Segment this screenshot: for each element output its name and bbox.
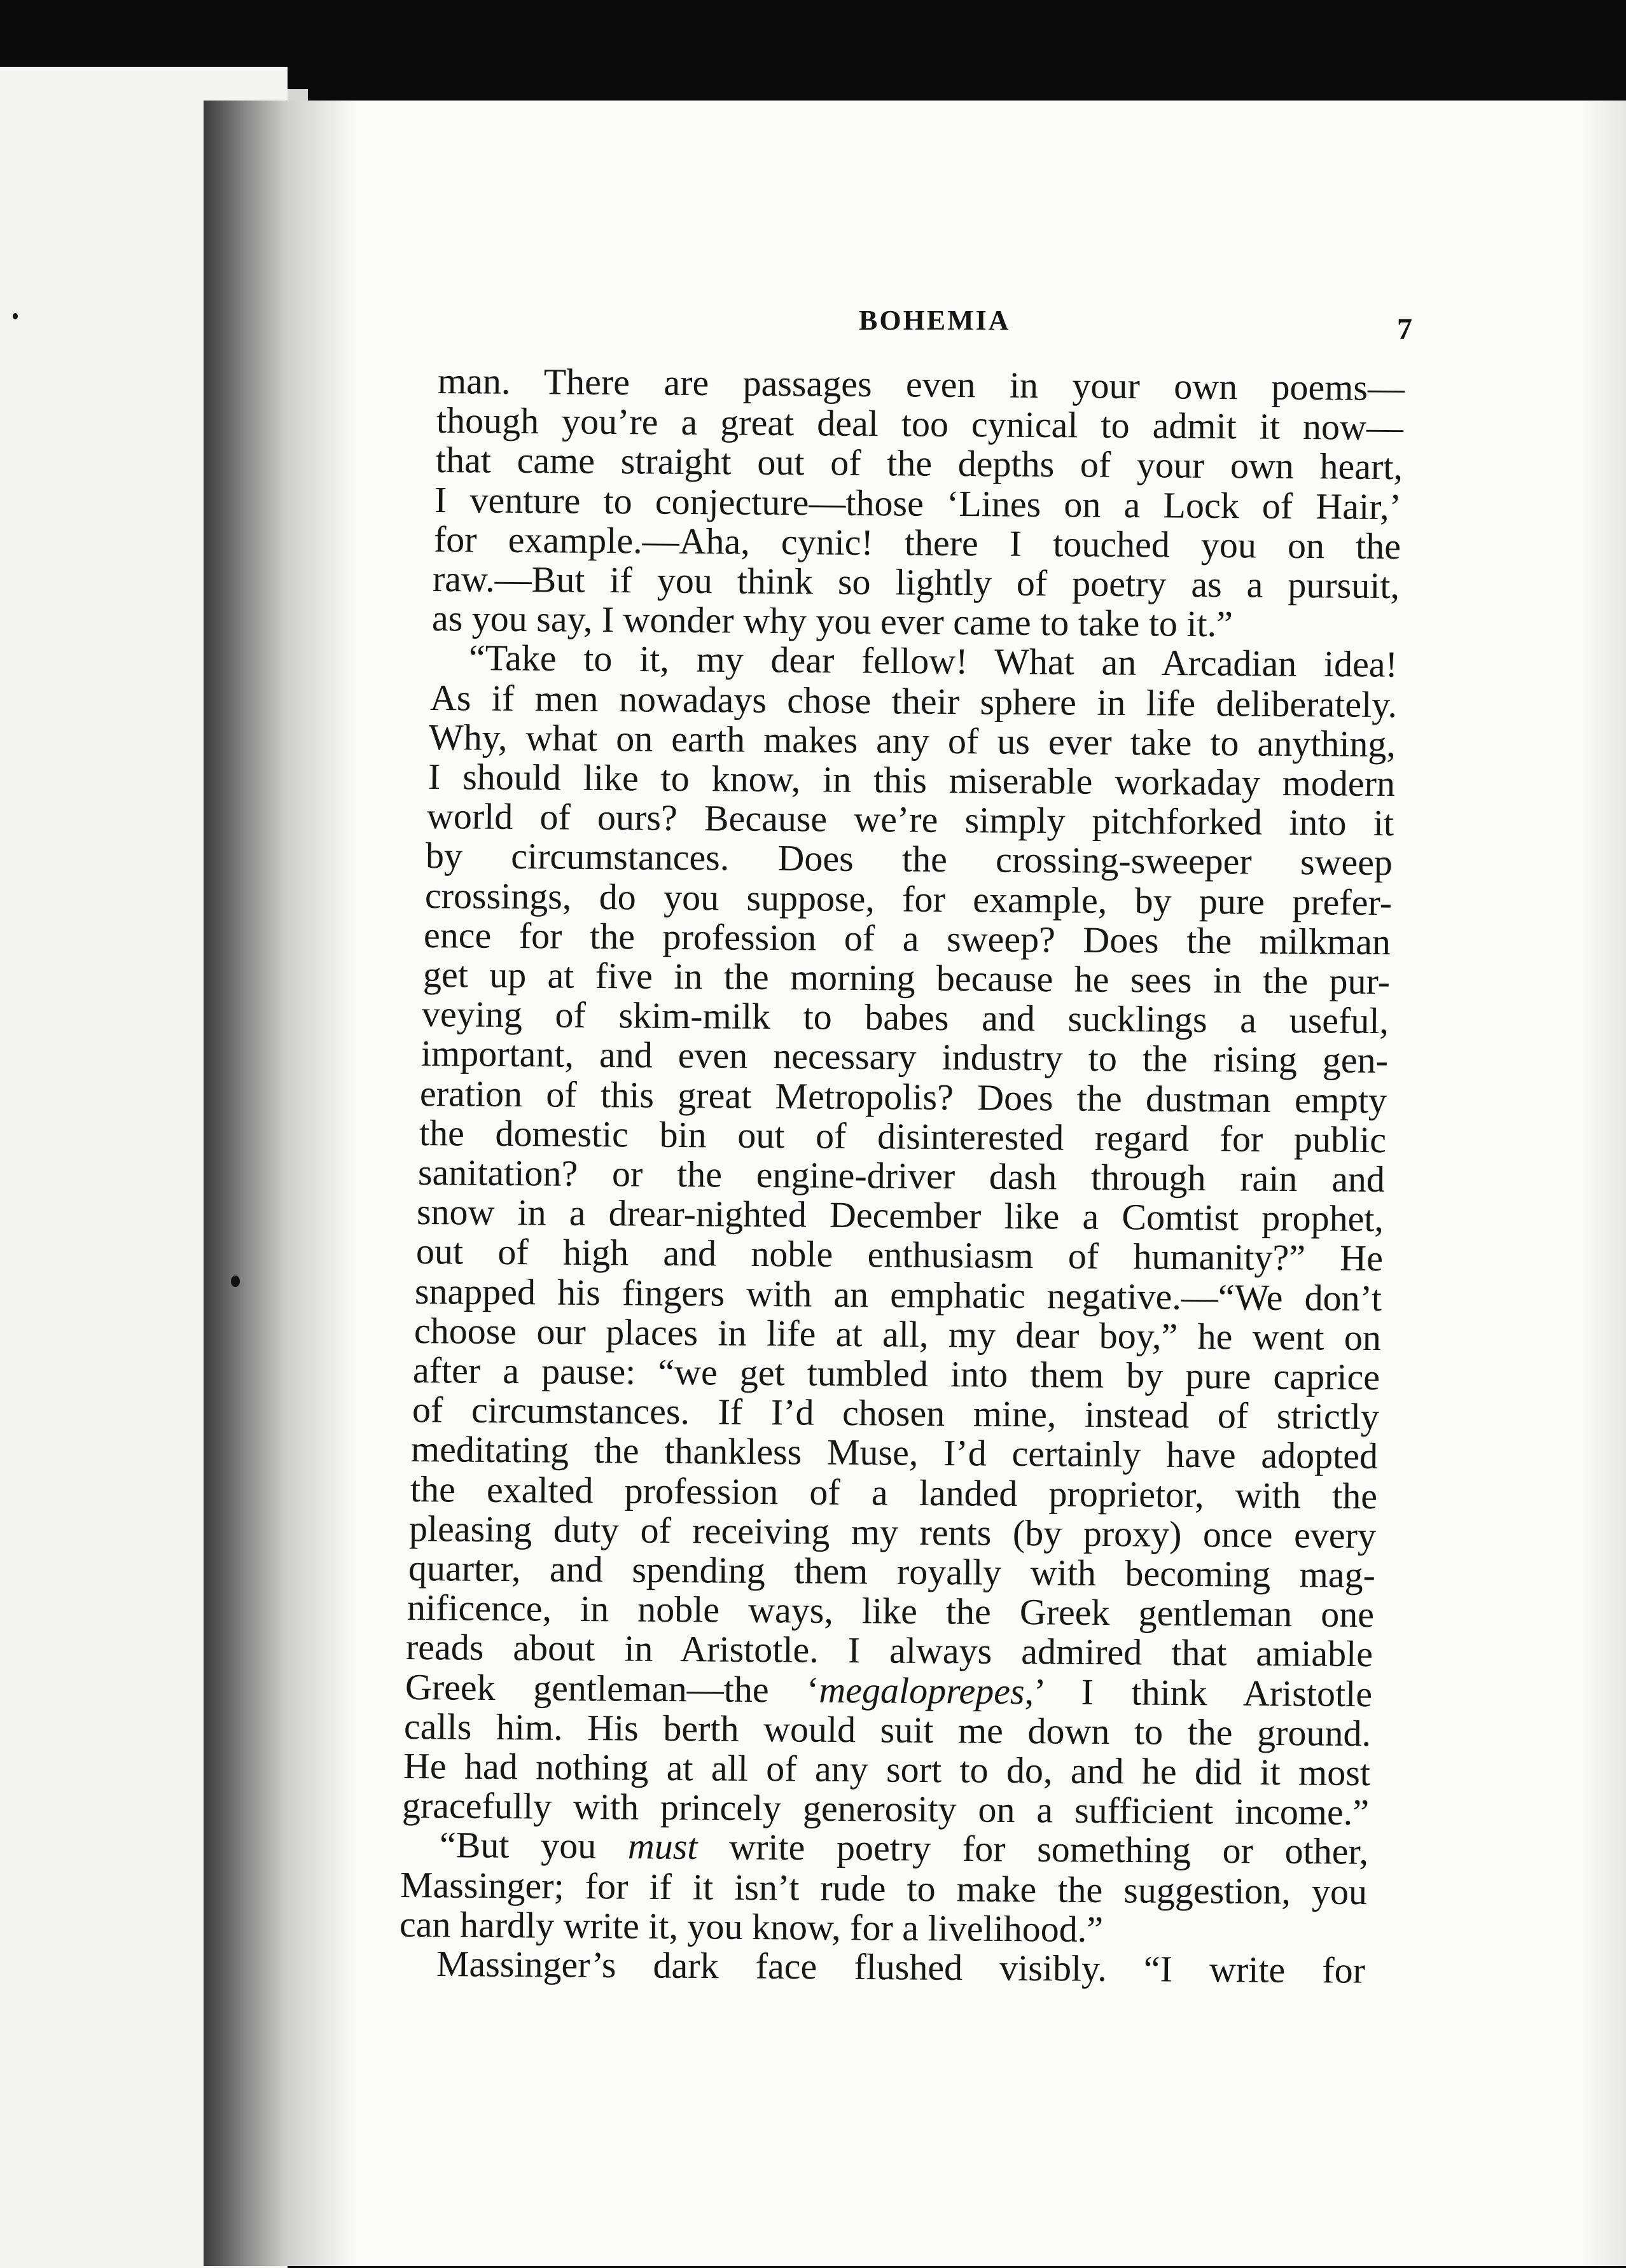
page-number: 7	[1397, 312, 1412, 346]
text-line: “But you must write poetry for something or other,	[439, 1824, 1368, 1873]
text-line: “Take to it, my dear fellow! What an Arcadian idea!	[468, 637, 1398, 686]
text-line: by circumstances. Does the crossing-sweeper sweep	[426, 835, 1393, 884]
text-line: sanitation? or the engine-driver dash through rain and	[417, 1151, 1386, 1200]
text-line: choose our places in life at all, my dear boy,” he went on	[413, 1309, 1381, 1358]
text-line: that came straight out of the depths of your own heart,	[435, 439, 1403, 488]
text-line: eration of this great Metropolis? Does the dustman empty	[419, 1072, 1387, 1121]
text-line: meditating the thankless Muse, I’d certainly have adopted	[410, 1428, 1379, 1477]
text-line: out of high and noble enthusiasm of humanity?” He	[415, 1230, 1384, 1279]
text-line: I should like to know, in this miserable workaday modern	[427, 756, 1395, 805]
text-line: Massinger; for if it isn’t rude to make the suggestion, you	[400, 1863, 1368, 1912]
text-line: for example.—Aha, cynic! there I touched you on the	[433, 518, 1401, 567]
text-line: the domestic bin out of disinterested regard for public	[419, 1111, 1386, 1160]
running-head: BOHEMIA	[859, 305, 1011, 336]
text-line: pleasing duty of receiving my rents (by proxy) once every	[408, 1507, 1377, 1556]
text-line: ence for the profession of a sweep? Does the milkman	[424, 914, 1391, 963]
text-line: Greek gentleman—the ‘megaloprepes,’ I think Aristotle	[405, 1666, 1373, 1715]
text-line: raw.—But if you think so lightly of poetry as a pursuit,	[433, 558, 1400, 607]
text-line: important, and even necessary industry to the rising gen-	[420, 1033, 1388, 1082]
text-line: snow in a drear-nighted December like a Comtist prophet,	[417, 1191, 1384, 1240]
text-line: crossings, do you suppose, for example, by pure prefer-	[424, 874, 1393, 923]
text-line: He had nothing at all of any sort to do, and he did it most	[403, 1745, 1370, 1794]
text-line: gracefully with princely generosity on a sufficient income.”	[401, 1784, 1370, 1833]
text-line: As if men nowadays chose their sphere in life deliberately.	[429, 676, 1397, 725]
text-line: get up at five in the morning because he sees in the pur-	[422, 954, 1390, 1003]
text-line: world of ours? Because we’re simply pitchforked into it	[426, 795, 1394, 844]
text-line: Massinger’s dark face flushed visibly. “I write for	[436, 1943, 1366, 1991]
text-line: as you say, I wonder why you ever came to take to it.”	[431, 597, 1233, 645]
text-line: veying of skim-milk to babes and sucklings a useful,	[421, 993, 1389, 1042]
text-line: man. There are passages even in your own poems—	[437, 360, 1405, 409]
text-line: nificence, in noble ways, like the Greek gentleman one	[406, 1587, 1375, 1636]
text-line: the exalted profession of a landed proprietor, with the	[410, 1468, 1377, 1517]
text-line: Why, what on earth makes any of us ever take to anything,	[428, 716, 1396, 765]
text-line: calls him. His berth would suit me down to the ground.	[404, 1705, 1372, 1754]
text-line: I venture to conjecture—those ‘Lines on a Lock of Hair,’	[434, 478, 1402, 527]
text-line: reads about in Aristotle. I always admired that amiable	[406, 1626, 1373, 1675]
text-line: snapped his fingers with an emphatic negative.—“We don’t	[415, 1270, 1382, 1319]
text-line: after a pause: “we get tumbled into them by pure caprice	[413, 1349, 1380, 1398]
text-line: of circumstances. If I’d chosen mine, instead of strictly	[412, 1389, 1379, 1438]
text-line: can hardly write it, you know, for a livelihood.”	[399, 1903, 1103, 1950]
text-line: though you’re a great deal too cynical to admit it now—	[436, 400, 1404, 449]
text-line: quarter, and spending them royally with becoming mag-	[408, 1547, 1375, 1596]
